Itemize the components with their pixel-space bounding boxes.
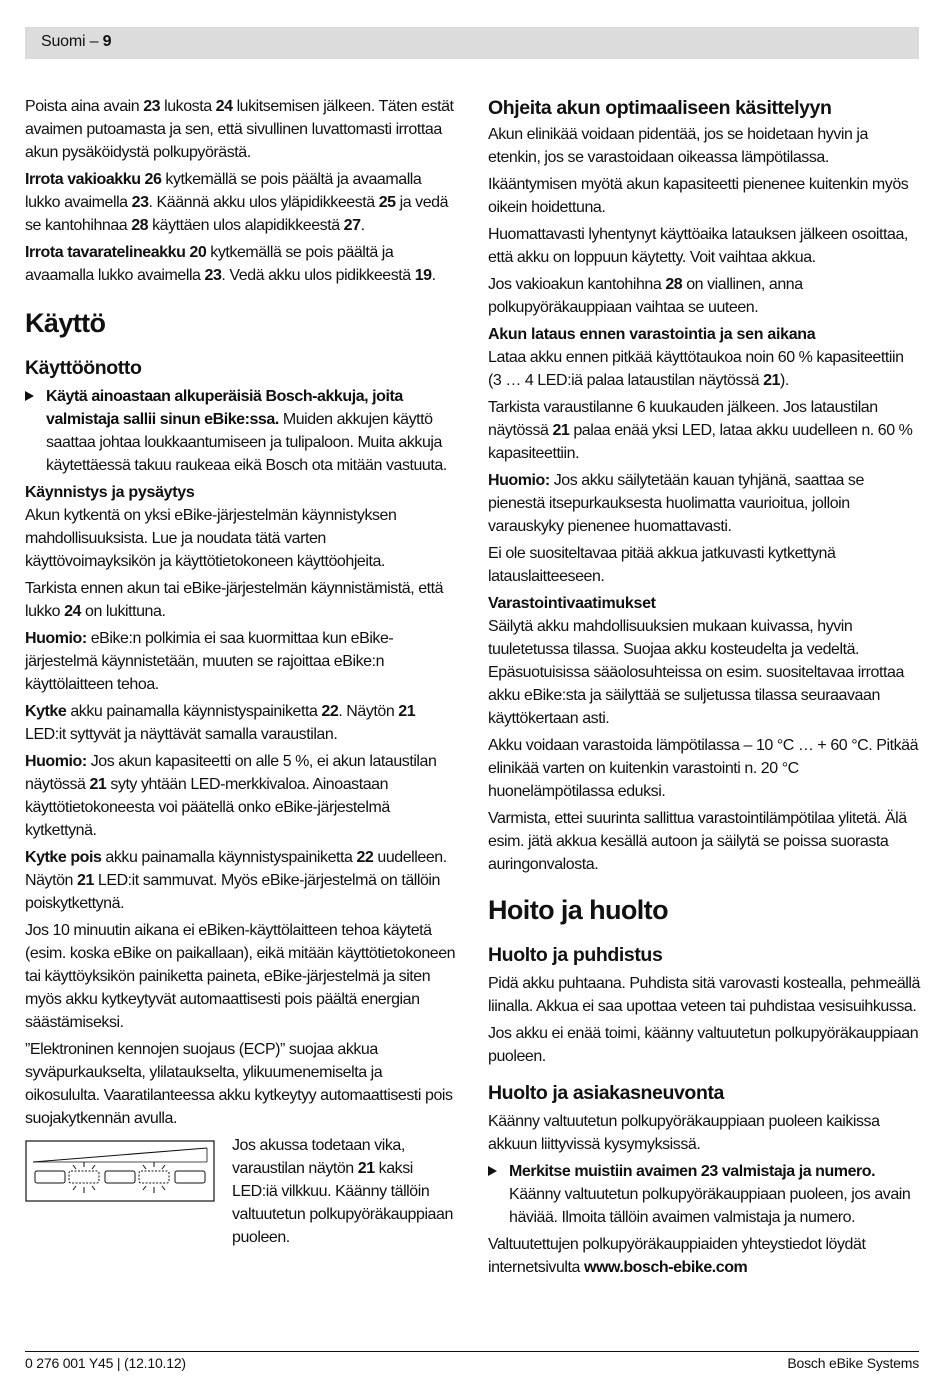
paragraph-aging: Ikääntymisen myötä akun kapasiteetti pienenee kuitenkin myös oikein hoidettuna. xyxy=(488,176,909,216)
subheading-commissioning: Käyttöönotto xyxy=(25,357,142,379)
section-heading-operation: Käyttö xyxy=(25,308,106,338)
paragraph-ecp: ”Elektroninen kennojen suojaus (ECP)” suojaa akkua syväpurkaukselta, ylilataukselta, ylikuumenemiselta ja oikosululta. Vaaratilanteessa akku kytkeytyy automaattisesti pois suojakytkennän avulla. xyxy=(25,1041,453,1127)
paragraph-worn-out: Huomattavasti lyhentynyt käyttöaika latauksen jälkeen osoittaa, että akku on loppuun käytetty. Voit vaihtaa akkua. xyxy=(488,226,908,266)
battery-led-blink-icon xyxy=(25,1140,215,1202)
page-header xyxy=(25,27,919,59)
page-number: 9 xyxy=(102,33,112,50)
fault-indicator-block xyxy=(25,1134,457,1254)
bullet-original-batteries: Käytä ainoastaan alkuperäisiä Bosch-akkuja, joita valmistaja sallii sinun eBike:ssa. Muiden akkujen käyttö saattaa johtaa loukkaantumiseen ja tulipaloon. Muita akkuja käytettäessä takuu raukeaa eikä Bosch ota mitään vastuuta. xyxy=(25,385,457,477)
subheading-charging-storage: Akun lataus ennen varastointia ja sen aikana xyxy=(488,326,816,343)
paragraph-strap: Jos vakioakun kantohihna 28 on viallinen, anna polkupyöräkauppiaan vaihtaa se uuteen. xyxy=(488,276,803,316)
paragraph-contact-dealer: Käänny valtuutetun polkupyöräkauppiaan puoleen kaikissa akkuun liittyvissä kysymyksissä. xyxy=(488,1113,880,1153)
paragraph-max-temperature: Varmista, ettei suurinta sallittua varastointilämpötilaa ylitetä. Älä esim. jätä akkua kesällä autoon ja säilytä se poissa suorasta auringonvalosta. xyxy=(488,810,907,873)
paragraph-check-charge: Tarkista varaustilanne 6 kuukauden jälkeen. Jos lataustilan näytössä 21 palaa enää yksi LED, lataa akku uudelleen n. 60 % kapasiteettiin. xyxy=(488,399,913,462)
paragraph-auto-off: Jos 10 minuutin aikana ei eBiken-käyttölaitteen tehoa käytetä (esim. koska eBike on paikallaan), eikä mitään käyttötietokoneen tai käyttöyksikön painiketta paineta, eBike-järjestelmä ja siten myös akku kytkeytyvät automaattisesti pois päältä energian säästämiseksi. xyxy=(25,922,456,1031)
paragraph-key-removal: Poista aina avain 23 lukosta 24 lukitsemisen jälkeen. Täten estät avaimen putoamasta ja sen, että sivullinen luvattomasti irrottaa akun pysäköidystä polkupyörästä. xyxy=(25,98,454,161)
paragraph-switch-off: Kytke pois akku painamalla käynnistyspainiketta 22 uudelleen. Näytön 21 LED:it sammuvat. Myös eBike-järjestelmä on tällöin poiskytkettynä. xyxy=(25,849,447,912)
paragraph-check-lock: Tarkista ennen akun tai eBike-järjestelmän käynnistämistä, että lukko 24 on lukittuna. xyxy=(25,580,444,620)
bullet-key-note: Merkitse muistiin avaimen 23 valmistaja ja numero. Käänny valtuutetun polkupyöräkauppiaan puoleen, jos avain häviää. Ilmoita tällöin avaimen valmistaja ja numero. xyxy=(488,1160,920,1229)
subheading-optimal-handling: Ohjeita akun optimaaliseen käsittelyyn xyxy=(488,97,832,119)
paragraph-switch-on-options: Akun kytkentä on yksi eBike-järjestelmän käynnistyksen mahdollisuuksista. Lue ja noudata tätä varten käyttövoimayksikön ja käyttötietokoneen käyttöohjeita. xyxy=(25,507,397,570)
page-header-label: Suomi – 9 xyxy=(41,33,112,50)
paragraph-battery-life: Akun elinikää voidaan pidentää, jos se hoidetaan hyvin ja etenkin, jos se varastoidaan oikeassa lämpötilassa. xyxy=(488,126,868,166)
language-label: Suomi xyxy=(41,33,86,50)
website-link[interactable]: www.bosch-ebike.com xyxy=(583,1259,748,1276)
paragraph-fault-leds: Jos akussa todetaan vika, varaustilan näytön 21 kaksi LED:iä vilkkuu. Käänny tällöin valtuutetun polkupyöräkauppiaan puoleen. xyxy=(232,1137,453,1246)
paragraph-remove-standard-battery: Irrota vakioakku 26 kytkemällä se pois päältä ja avaamalla lukko avaimella 23. Käännä akku ulos yläpidikkeestä 25 ja vedä se kantohihnaa 28 käyttäen ulos alapidikkeestä 27. xyxy=(25,171,449,234)
paragraph-not-working: Jos akku ei enää toimi, käänny valtuutetun polkupyöräkauppiaan puoleen. xyxy=(488,1025,919,1065)
paragraph-note-pedals: Huomio: eBike:n polkimia ei saa kuormittaa kun eBike-järjestelmä käynnistetään, muuten se rajoittaa eBike:n käyttölaitteen tehoa. xyxy=(25,630,394,693)
subheading-maintenance-cleaning: Huolto ja puhdistus xyxy=(488,944,663,966)
paragraph-dealer-website: Valtuutettujen polkupyöräkauppiaiden yhteystiedot löydät internetsivulta www.bosch-ebike.com xyxy=(488,1236,866,1276)
footer-divider xyxy=(25,1351,919,1352)
paragraph-charge-before-storage: Lataa akku ennen pitkää käyttötaukoa noin 60 % kapasiteettiin (3 … 4 LED:iä palaa lataustilan näytössä 21). xyxy=(488,349,904,389)
triangle-bullet-icon xyxy=(488,1166,497,1176)
paragraph-remove-rack-battery: Irrota tavaratelineakku 20 kytkemällä se pois päältä ja avaamalla lukko avaimella 23. Vedä akku ulos pidikkeestä 19. xyxy=(25,244,436,284)
section-heading-maintenance: Hoito ja huolto xyxy=(488,895,668,925)
paragraph-dry-storage: Säilytä akku mahdollisuuksien mukaan kuivassa, hyvin tuuletetussa tilassa. Suojaa akku kosteudelta ja vedeltä. Epäsuotuisissa sääolosuhteissa on esim. suositeltavaa irrottaa akku eBike:sta ja säilyttää se suljetussa tilassa seuraavaan käyttökertaan asti. xyxy=(488,618,904,727)
subheading-customer-service: Huolto ja asiakasneuvonta xyxy=(488,1082,724,1104)
footer-doc-number: 0 276 001 Y45 | (12.10.12) xyxy=(25,1355,186,1371)
paragraph-note-capacity: Huomio: Jos akun kapasiteetti on alle 5 %, ei akun lataustilan näytössä 21 syty yhtään LED-merkkivaloa. Ainoastaan käyttötietokoneesta voi päätellä onko eBike-järjestelmä kytkettynä. xyxy=(25,753,437,839)
subheading-storage-requirements: Varastointivaatimukset xyxy=(488,595,656,612)
triangle-bullet-icon xyxy=(25,391,34,401)
footer-company: Bosch eBike Systems xyxy=(787,1355,919,1371)
right-column xyxy=(488,95,920,1283)
left-column xyxy=(25,95,457,1254)
paragraph-switch-on: Kytke akku painamalla käynnistyspainiketta 22. Näytön 21 LED:it syttyvät ja näyttävät samalla varaustilan. xyxy=(25,703,416,743)
subheading-start-stop: Käynnistys ja pysäytys xyxy=(25,484,195,501)
paragraph-note-empty-storage: Huomio: Jos akku säilytetään kauan tyhjänä, saattaa se pienestä itsepurkauksesta huolimatta vaurioitua, jolloin varauskyky pienenee huomattavasti. xyxy=(488,472,864,535)
paragraph-temperature: Akku voidaan varastoida lämpötilassa – 10 °C … + 60 °C. Pitkää elinikää varten on kuitenkin varastointi n. 20 °C huonelämpötilassa eduksi. xyxy=(488,737,919,800)
paragraph-keep-clean: Pidä akku puhtaana. Puhdista sitä varovasti kostealla, pehmeällä liinalla. Akkua ei saa upottaa veteen tai puhdistaa vesisuihkussa. xyxy=(488,975,920,1015)
paragraph-not-connected: Ei ole suositeltavaa pitää akkua jatkuvasti kytkettynä latauslaitteeseen. xyxy=(488,545,836,585)
